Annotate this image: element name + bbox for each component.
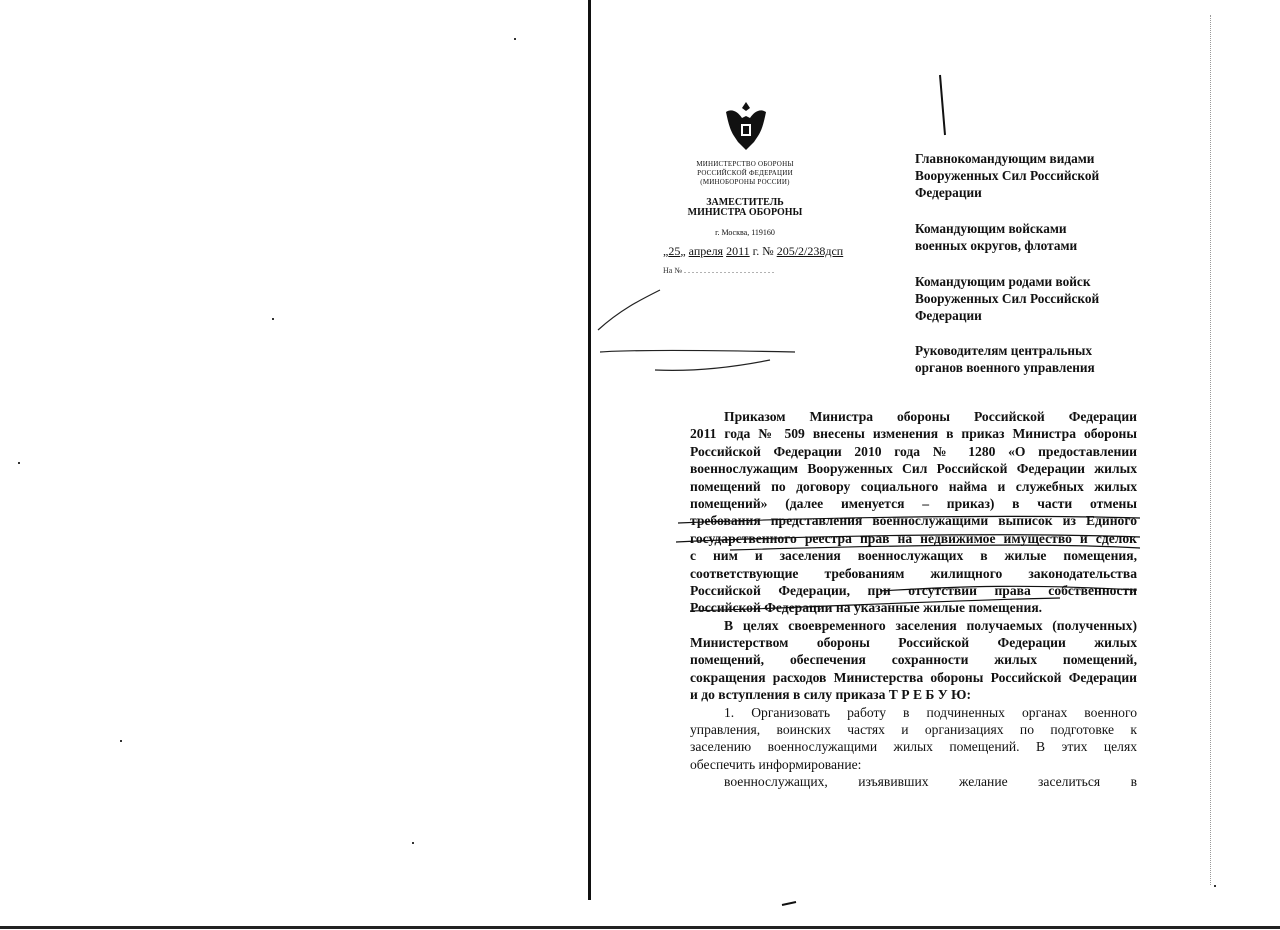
signatory-title: ЗАМЕСТИТЕЛЬ: [706, 197, 784, 208]
addressee-block: [915, 273, 1145, 324]
date-month: апреля: [688, 244, 724, 258]
body-text-line: Российской Федерации, при отсутствии права собственности: [690, 582, 1137, 598]
date-suffix: г.: [752, 244, 760, 258]
body-text-line: государственного реестра прав на недвижимое имущество и сделок: [690, 530, 1137, 546]
body-text-line: 2011 года № 509 внесены изменения в приказ Министра обороны: [690, 426, 1137, 442]
ministry-name-line: (МИНОБОРОНЫ РОССИИ): [700, 178, 790, 186]
body-text-line: Российской Федерации на указанные жилые помещения.: [690, 600, 1043, 616]
addressee-block: [915, 220, 1145, 254]
addressee-line: Федерации: [915, 185, 982, 200]
body-text-line: помещений, обеспечения сохранности жилых помещений,: [690, 652, 1137, 668]
torn-edge-mark: [598, 290, 795, 370]
body-text-line: и до вступления в силу приказа Т Р Е Б У Ю:: [690, 687, 972, 703]
body-text-line: 1. Организовать работу в подчиненных органах военного: [724, 704, 1137, 720]
body-text-line: обеспечить информирование:: [690, 756, 862, 772]
scan-speck: [782, 902, 796, 905]
addressee-line: Руководителям центральных: [915, 343, 1093, 358]
body-text-line: военнослужащим Вооруженных Сил Российской Федерации жилых: [690, 461, 1137, 477]
addressee-line: Федерации: [915, 308, 982, 323]
body-text-line: Приказом Министра обороны Российской Федерации: [724, 409, 1137, 424]
addressee-block: [915, 342, 1145, 376]
body-text-line: помещений» (далее именуется – приказ) в части отмены: [690, 495, 1137, 511]
body-text-line: Российской Федерации 2010 года № 1280 «О предоставлении: [690, 443, 1137, 459]
ministry-name-line: МИНИСТЕРСТВО ОБОРОНЫ: [696, 160, 794, 168]
pen-stroke: [940, 75, 945, 135]
body-text-line: В целях своевременного заселения получаемых (полученных): [724, 617, 1137, 633]
addressee-line: органов военного управления: [915, 360, 1095, 375]
number-label: №: [762, 244, 774, 258]
body-text-line: с ним и заселения военнослужащих в жилые помещения,: [690, 548, 1137, 564]
body-text-line: военнослужащих, изъявивших желание заселиться в: [724, 774, 1137, 790]
body-text-line: помещений по договору социального найма и служебных жилых: [690, 478, 1137, 494]
ministry-name-line: РОССИЙСКОЙ ФЕДЕРАЦИИ: [697, 169, 793, 177]
body-text-line: Министерством обороны Российской Федерации жилых: [690, 635, 1137, 651]
date-day: 25: [668, 244, 681, 258]
body-text-line: соответствующие требованиям жилищного законодательства: [690, 565, 1137, 581]
body-text-line: управления, воинских частях и организациях по подготовке к: [690, 722, 1137, 738]
addressee-line: Вооруженных Сил Российской: [915, 168, 1100, 183]
signatory-title: МИНИСТРА ОБОРОНЫ: [687, 207, 803, 218]
body-text-line: заселению военнослужащими жилых помещений. В этих целях: [690, 739, 1137, 755]
addressee-line: военных округов, флотами: [915, 238, 1078, 253]
document-date-number: „25„ апреля 2011 г. № 205/2/238дсп: [663, 244, 844, 258]
addressee-block: [915, 150, 1145, 201]
date-year: 2011: [726, 244, 750, 258]
document-body: [690, 408, 1137, 791]
city-address: г. Москва, 119160: [715, 228, 775, 237]
reference-label: На №: [663, 266, 682, 275]
addressee-line: Командующим родами войск: [915, 274, 1091, 289]
body-text-line: сокращения расходов Министерства обороны Российской Федерации: [690, 669, 1137, 685]
addressee-line: Главнокомандующим видами: [915, 151, 1095, 166]
addressee-line: Командующим войсками: [915, 221, 1067, 236]
document-number: 205/2/238дсп: [776, 244, 844, 258]
reference-number: На № . . . . . . . . . . . . . . . . . . . . . . .: [663, 266, 774, 275]
addressee-line: Вооруженных Сил Российской: [915, 291, 1100, 306]
coat-of-arms-emblem: [718, 98, 774, 154]
body-text-line: требования представления военнослужащими выписок из Единого: [690, 513, 1137, 529]
